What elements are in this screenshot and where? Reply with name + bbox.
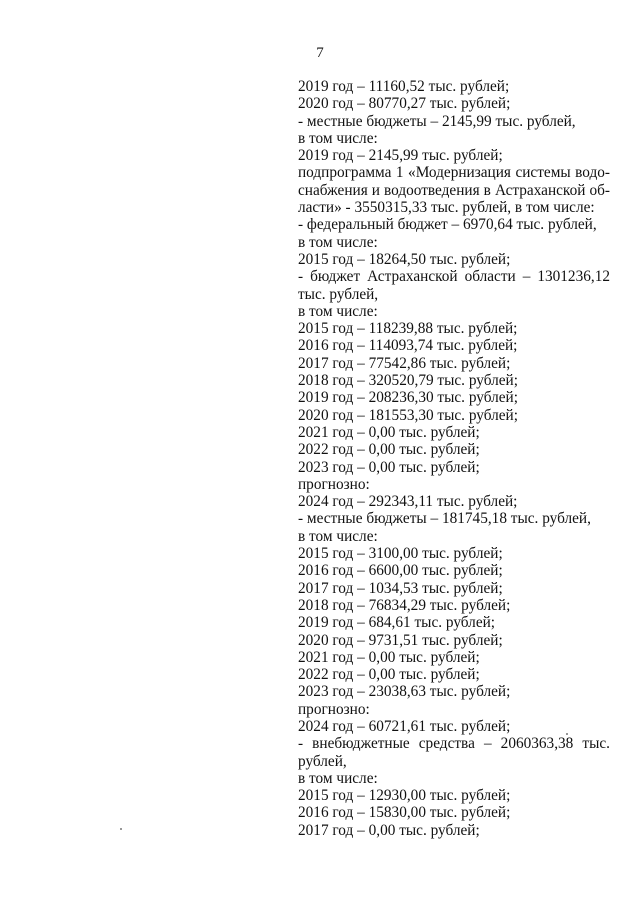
text-line: 2016 год – 6600,00 тыс. рублей; <box>298 562 503 580</box>
text-line: 2019 год – 11160,52 тыс. рублей; <box>298 78 510 95</box>
text-line: 2015 год – 18264,50 тыс. рублей; <box>298 250 511 268</box>
text-line: в том числе: <box>298 129 378 147</box>
text-line: 2017 год – 1034,53 тыс. рублей; <box>298 579 503 597</box>
text-line: прогнозно: <box>298 700 370 718</box>
text-line: 2023 год – 23038,63 тыс. рублей; <box>298 683 511 701</box>
text-line: 2020 год – 80770,27 тыс. рублей; <box>298 95 511 113</box>
text-line: 2019 год – 2145,99 тыс. рублей; <box>298 147 503 165</box>
page-number: 7 <box>316 45 324 61</box>
text-line: 2016 год – 15830,00 тыс. рублей; <box>298 804 511 822</box>
text-line: ласти» - 3550315,33 тыс. рублей, в том числе: <box>298 199 595 217</box>
document-text-block <box>298 78 610 839</box>
text-line: - федеральный бюджет – 6970,64 тыс. рублей, <box>298 216 597 234</box>
text-line: снабжения и водоотведения в Астраханской об- <box>298 181 610 199</box>
text-line: 2018 год – 76834,29 тыс. рублей; <box>298 596 511 614</box>
text-line: в том числе: <box>298 527 378 545</box>
text-line: 2021 год – 0,00 тыс. рублей; <box>298 648 480 666</box>
text-line: 2017 год – 0,00 тыс. рублей; <box>298 821 480 839</box>
text-line: 2022 год – 0,00 тыс. рублей; <box>298 666 480 684</box>
text-line: 2019 год – 684,61 тыс. рублей; <box>298 614 496 632</box>
text-line: прогнозно: <box>298 475 370 493</box>
text-line: 2020 год – 9731,51 тыс. рублей; <box>298 631 503 649</box>
text-line: - бюджет Астраханской области – 1301236,12 <box>298 268 610 286</box>
text-line: в том числе: <box>298 769 378 787</box>
scan-speck <box>120 828 122 830</box>
text-line: - местные бюджеты – 2145,99 тыс. рублей, <box>298 112 576 130</box>
text-line: - местные бюджеты – 181745,18 тыс. рублей, <box>298 510 591 528</box>
text-line: 2015 год – 3100,00 тыс. рублей; <box>298 545 503 563</box>
text-line: 2019 год – 208236,30 тыс. рублей; <box>298 389 518 407</box>
text-line: 2020 год – 181553,30 тыс. рублей; <box>298 406 518 424</box>
text-line: 2017 год – 77542,86 тыс. рублей; <box>298 354 511 372</box>
text-line: в том числе: <box>298 302 378 320</box>
scan-speck <box>566 733 568 735</box>
text-line: подпрограмма 1 «Модернизация системы водо- <box>298 164 610 182</box>
text-line: 2021 год – 0,00 тыс. рублей; <box>298 423 480 441</box>
text-line: 2018 год – 320520,79 тыс. рублей; <box>298 372 518 390</box>
text-line: 2016 год – 114093,74 тыс. рублей; <box>298 337 518 355</box>
text-line: 2022 год – 0,00 тыс. рублей; <box>298 441 480 459</box>
text-line: рублей, <box>298 752 347 770</box>
text-line: 2023 год – 0,00 тыс. рублей; <box>298 458 480 476</box>
text-line: 2015 год – 12930,00 тыс. рублей; <box>298 787 511 805</box>
text-line: в том числе: <box>298 233 378 251</box>
text-line: 2015 год – 118239,88 тыс. рублей; <box>298 320 518 338</box>
text-line: тыс. рублей, <box>298 285 379 303</box>
text-line: - внебюджетные средства – 2060363,38 тыс. <box>298 735 610 753</box>
text-line: 2024 год – 292343,11 тыс. рублей; <box>298 493 518 511</box>
text-line: 2024 год – 60721,61 тыс. рублей; <box>298 717 511 735</box>
